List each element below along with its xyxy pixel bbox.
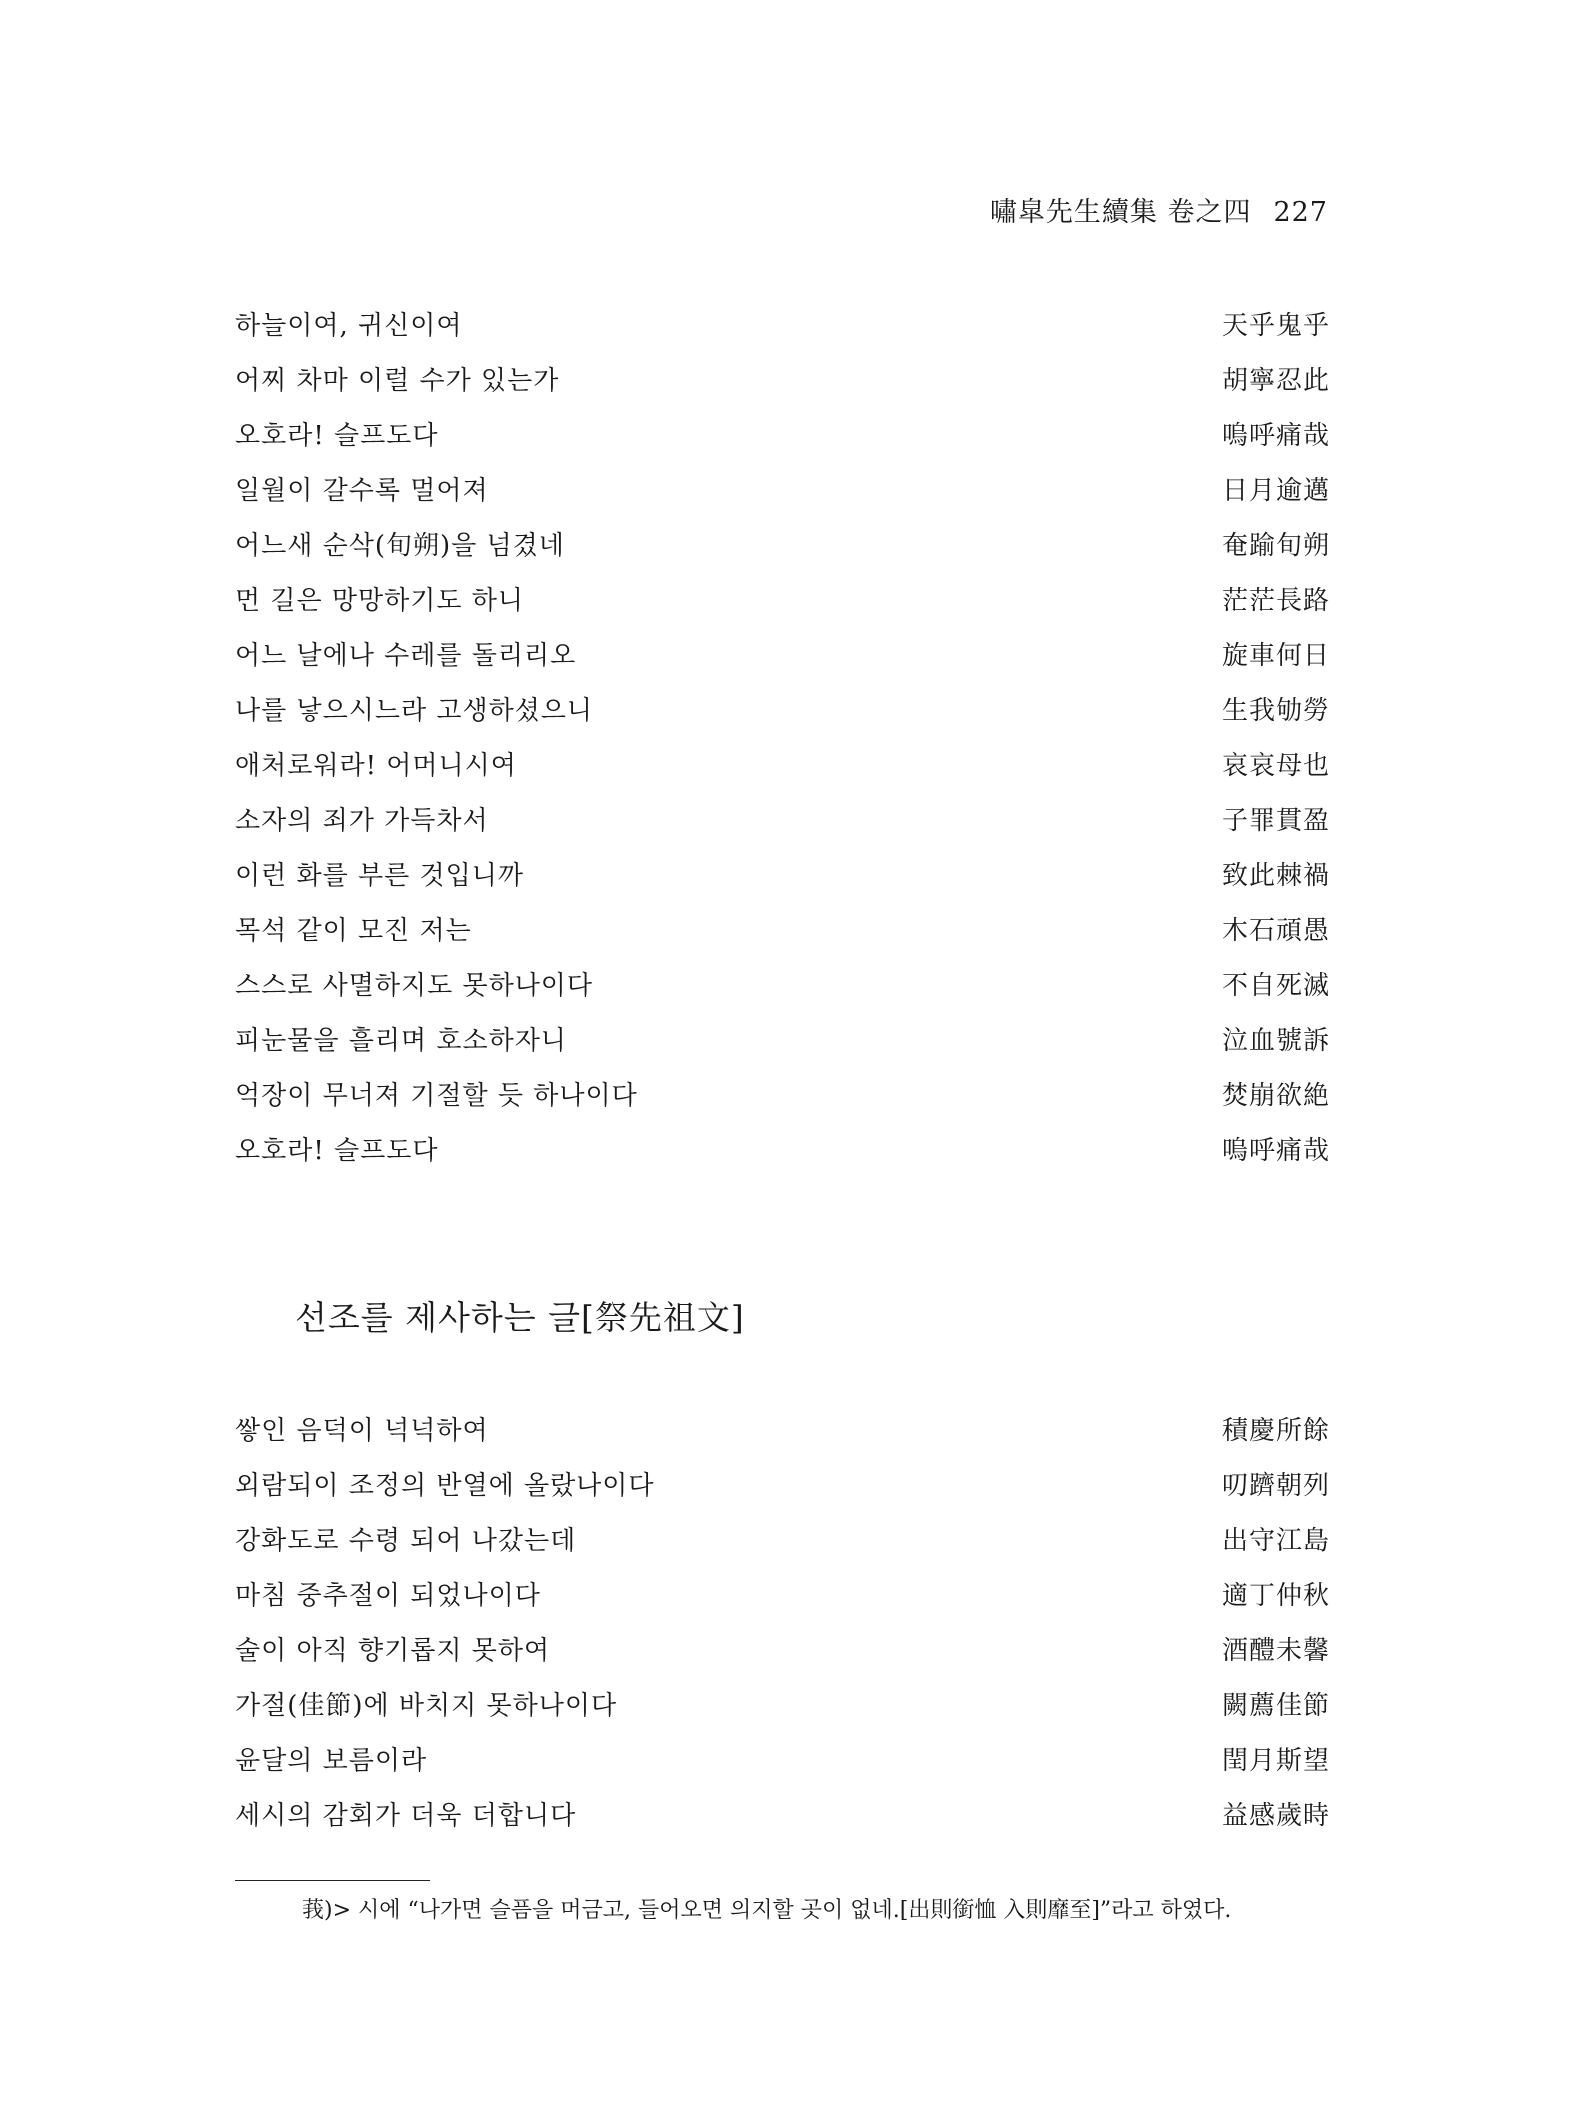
verse-line [235, 470, 1330, 525]
verse-korean: 목석 같이 모진 저는 [235, 916, 472, 946]
verse-hanja: 茫茫長路 [1221, 586, 1330, 616]
verse-line [235, 1630, 1330, 1685]
verse-line [235, 855, 1330, 910]
verse-korean: 술이 아직 향기롭지 못하여 [235, 1636, 551, 1666]
verse-line [235, 745, 1330, 800]
section-title: 선조를 제사하는 글[祭先祖文] [295, 1298, 745, 1337]
verse-line [235, 525, 1330, 580]
verse-korean: 일월이 갈수록 멀어져 [235, 476, 489, 506]
verse-hanja: 積慶所餘 [1221, 1416, 1330, 1446]
verse-korean: 쌓인 음덕이 넉넉하여 [235, 1416, 489, 1446]
running-header [990, 190, 1328, 229]
verse-korean: 세시의 감회가 더욱 더합니다 [235, 1801, 577, 1831]
verse-hanja: 酒醴未馨 [1221, 1636, 1330, 1666]
verse-korean: 어느새 순삭(旬朔)을 넘겼네 [235, 531, 565, 561]
verse-korean: 하늘이여, 귀신이여 [235, 311, 463, 341]
verse-korean: 스스로 사멸하지도 못하나이다 [235, 971, 594, 1001]
verse-hanja: 益感歲時 [1221, 1801, 1330, 1831]
verse-korean: 소자의 죄가 가득차서 [235, 806, 489, 836]
verse-korean: 애처로워라! 어머니시여 [235, 751, 517, 781]
verse-line [235, 1520, 1330, 1575]
verse-line [235, 1685, 1330, 1740]
verse-hanja: 奄踰旬朔 [1221, 531, 1330, 561]
verse-hanja: 叨躋朝列 [1221, 1471, 1330, 1501]
verse-hanja: 子罪貫盈 [1221, 806, 1330, 836]
verse-korean: 윤달의 보름이라 [235, 1746, 428, 1776]
verse-korean: 이런 화를 부른 것입니까 [235, 861, 524, 891]
verse-line [235, 635, 1330, 690]
verse-hanja: 致此棘禍 [1221, 861, 1330, 891]
page-number: 227 [1273, 197, 1328, 228]
verse-hanja: 焚崩欲絶 [1221, 1081, 1330, 1111]
verse-hanja: 不自死滅 [1221, 971, 1330, 1001]
poem-first [235, 305, 1330, 1185]
verse-line [235, 965, 1330, 1020]
verse-line [235, 690, 1330, 745]
verse-hanja: 旋車何日 [1221, 641, 1330, 671]
verse-hanja: 日月逾邁 [1221, 476, 1330, 506]
verse-korean: 마침 중추절이 되었나이다 [235, 1581, 541, 1611]
verse-line [235, 1075, 1330, 1130]
verse-line [235, 1740, 1330, 1795]
verse-hanja: 胡寧忍此 [1221, 366, 1330, 396]
poem-second [235, 1410, 1330, 1850]
verse-line [235, 800, 1330, 855]
verse-korean: 오호라! 슬프도다 [235, 421, 439, 451]
verse-line [235, 910, 1330, 965]
verse-hanja: 泣血號訴 [1221, 1026, 1330, 1056]
verse-hanja: 嗚呼痛哉 [1221, 1136, 1330, 1166]
verse-line [235, 1575, 1330, 1630]
verse-hanja: 嗚呼痛哉 [1221, 421, 1330, 451]
verse-hanja: 適丁仲秋 [1221, 1581, 1330, 1611]
verse-line [235, 1130, 1330, 1185]
verse-hanja: 閏月斯望 [1221, 1746, 1330, 1776]
verse-hanja: 木石頑愚 [1221, 916, 1330, 946]
verse-korean: 어느 날에나 수레를 돌리리오 [235, 641, 577, 671]
verse-korean: 먼 길은 망망하기도 하니 [235, 586, 524, 616]
footnote-divider [235, 1880, 430, 1881]
verse-korean: 외람되이 조정의 반열에 올랐나이다 [235, 1471, 655, 1501]
verse-hanja: 闕薦佳節 [1221, 1691, 1330, 1721]
verse-hanja: 生我劬勞 [1221, 696, 1330, 726]
verse-korean: 억장이 무너져 기절할 듯 하나이다 [235, 1081, 638, 1111]
verse-line [235, 360, 1330, 415]
verse-line [235, 580, 1330, 635]
verse-korean: 가절(佳節)에 바치지 못하나이다 [235, 1691, 618, 1721]
verse-line [235, 415, 1330, 470]
verse-line [235, 305, 1330, 360]
verse-korean: 나를 낳으시느라 고생하셨으니 [235, 696, 594, 726]
verse-line [235, 1465, 1330, 1520]
verse-hanja: 天乎鬼乎 [1221, 311, 1330, 341]
verse-korean: 강화도로 수령 되어 나갔는데 [235, 1526, 577, 1556]
verse-hanja: 哀哀母也 [1221, 751, 1330, 781]
book-title: 嘯皐先生續集 卷之四 [989, 197, 1252, 228]
footnote-text: 莪)> 시에 “나가면 슬픔을 머금고, 들어오면 의지할 곳이 없네.[出則銜恤 入則靡至]”라고 하였다. [302, 1898, 1232, 1923]
verse-line [235, 1410, 1330, 1465]
verse-korean: 어찌 차마 이럴 수가 있는가 [235, 366, 560, 396]
verse-line [235, 1795, 1330, 1850]
verse-korean: 오호라! 슬프도다 [235, 1136, 439, 1166]
verse-line [235, 1020, 1330, 1075]
verse-hanja: 出守江島 [1221, 1526, 1330, 1556]
verse-korean: 피눈물을 흘리며 호소하자니 [235, 1026, 567, 1056]
